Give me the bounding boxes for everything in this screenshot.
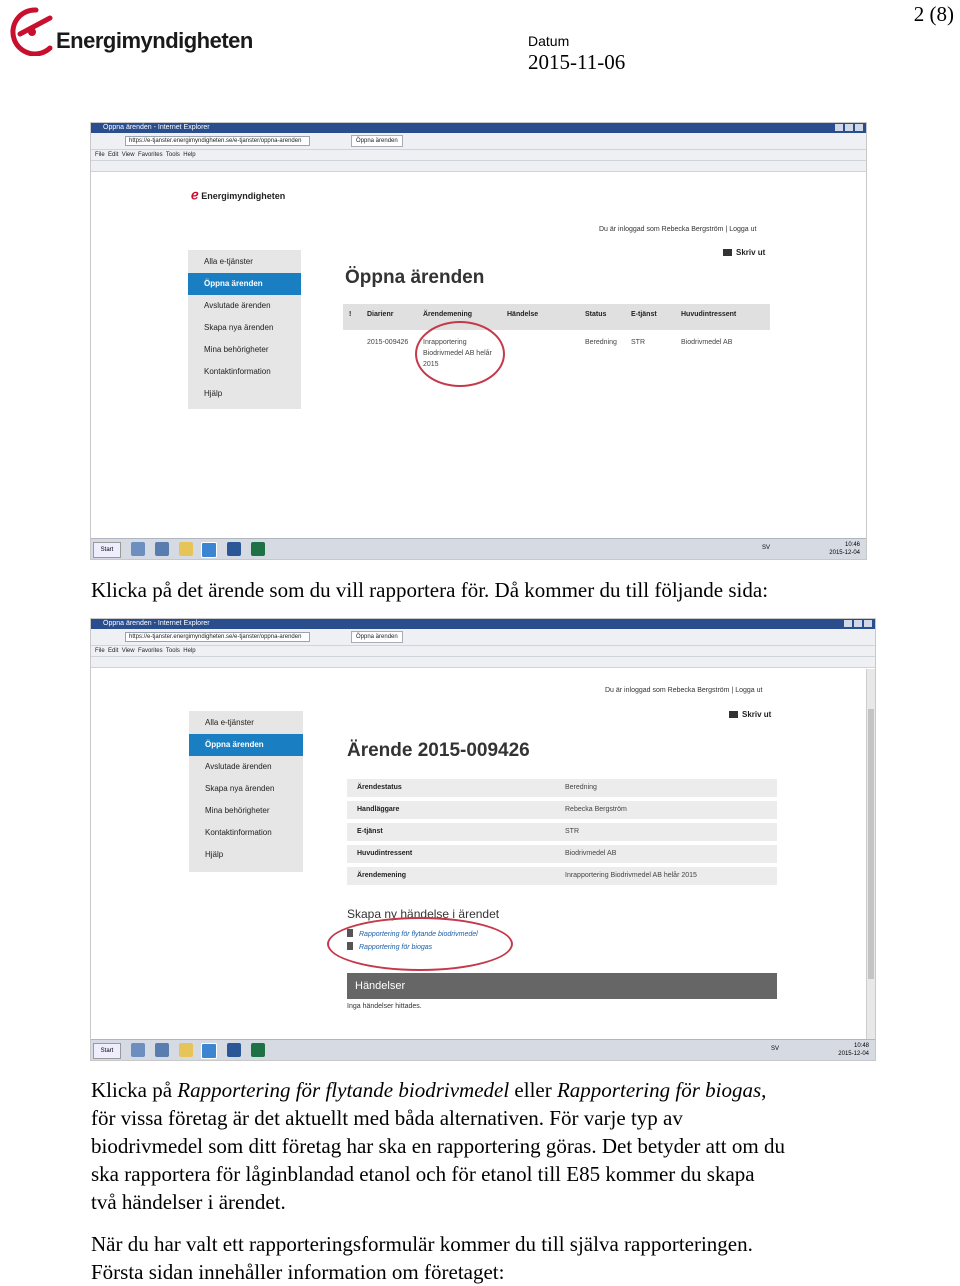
browser-address-bar xyxy=(91,629,875,646)
detail-row: Handläggare Rebecka Bergström xyxy=(347,801,777,819)
start-button[interactable]: Start xyxy=(93,1043,121,1059)
col-status[interactable]: Status xyxy=(585,311,607,318)
windows-taskbar xyxy=(91,538,866,559)
col-diarienr[interactable]: Diarienr xyxy=(367,311,394,318)
paragraph-line: biodrivmedel som ditt företag har ska en rapportering göras. Det betyder att om du xyxy=(91,1134,785,1158)
browser-title-bar xyxy=(91,123,866,133)
print-link[interactable]: Skriv ut xyxy=(729,710,771,719)
menu-file[interactable]: File xyxy=(95,648,105,654)
language-indicator[interactable]: SV xyxy=(770,1046,779,1052)
detail-row: E-tjänst STR xyxy=(347,823,777,841)
sidebar-item-skapa-nya-arenden[interactable]: Skapa nya ärenden xyxy=(205,784,275,793)
sidebar-nav xyxy=(189,711,303,872)
sidebar-item-hjalp[interactable]: Hjälp xyxy=(205,850,224,859)
table-header xyxy=(343,304,770,330)
clock-date: 2015-12-04 xyxy=(838,1051,869,1057)
internet-explorer-icon[interactable] xyxy=(201,1043,217,1059)
taskbar-app-icon[interactable] xyxy=(155,542,169,556)
clock-date: 2015-12-04 xyxy=(829,550,860,556)
logo-text: Energimyndigheten xyxy=(56,28,253,53)
sidebar-item-kontaktinformation[interactable]: Kontaktinformation xyxy=(204,367,271,376)
window-title: Öppna ärenden - Internet Explorer xyxy=(103,124,210,131)
browser-tab[interactable]: Öppna ärenden xyxy=(351,135,403,147)
col-flag[interactable]: ! xyxy=(349,311,352,318)
browser-menu-bar xyxy=(91,150,866,161)
scrollbar-thumb[interactable] xyxy=(868,709,874,979)
case-details-list xyxy=(347,779,777,887)
browser-command-bar xyxy=(91,161,866,172)
highlight-circle xyxy=(327,917,513,971)
internet-explorer-icon[interactable] xyxy=(201,542,217,558)
start-button[interactable]: Start xyxy=(93,542,121,558)
excel-icon[interactable] xyxy=(251,542,265,556)
screenshot-case-detail xyxy=(90,618,876,1061)
sidebar-item-avslutade-arenden[interactable]: Avslutade ärenden xyxy=(204,301,271,310)
italic-option-biogas: Rapportering för biogas xyxy=(556,1078,762,1102)
highlight-circle xyxy=(415,321,505,387)
clock-time: 10:48 xyxy=(853,1043,869,1049)
taskbar-app-icon[interactable] xyxy=(155,1043,169,1057)
windows-taskbar xyxy=(91,1039,875,1060)
menu-help[interactable]: Help xyxy=(183,152,196,158)
page-scrollbar[interactable] xyxy=(866,669,875,1039)
cell-status: Beredning xyxy=(585,339,617,346)
system-tray xyxy=(770,1042,869,1058)
menu-view[interactable]: View xyxy=(121,152,135,158)
menu-view[interactable]: View xyxy=(121,648,135,654)
address-input[interactable]: https://e-tjanster.energimyndigheten.se/e-tjanster/oppna-arenden xyxy=(125,632,310,642)
table-row[interactable] xyxy=(343,337,770,377)
print-link[interactable]: Skriv ut xyxy=(723,248,765,257)
paragraph-line: Första sidan innehåller information om företaget: xyxy=(91,1260,505,1284)
instruction-paragraph-1 xyxy=(91,1076,891,1216)
browser-command-bar xyxy=(91,657,875,668)
screenshot-open-cases xyxy=(90,122,867,560)
clock-time: 10:46 xyxy=(844,542,860,548)
cell-diarienr: 2015-009426 xyxy=(367,339,409,346)
logged-in-user[interactable]: Du är inloggad som Rebecka Bergström | Logga ut xyxy=(605,687,763,694)
printer-icon xyxy=(729,711,738,718)
page-number: 2 (8) xyxy=(913,2,954,26)
sidebar-item-skapa-nya-arenden[interactable]: Skapa nya ärenden xyxy=(204,323,274,332)
app-logo: ℯ Energimyndigheten xyxy=(191,187,286,202)
browser-title-bar xyxy=(91,619,875,629)
address-input[interactable]: https://e-tjanster.energimyndigheten.se/e-tjanster/oppna-arenden xyxy=(125,136,310,146)
menu-tools[interactable]: Tools xyxy=(165,648,180,654)
link-flytande-biodrivmedel[interactable]: Rapportering för flytande biodrivmedel xyxy=(347,929,478,938)
col-huvudintressent[interactable]: Huvudintressent xyxy=(681,311,737,318)
col-arendemening[interactable]: Ärendemening xyxy=(423,311,473,318)
date-label: Datum xyxy=(528,33,570,49)
excel-icon[interactable] xyxy=(251,1043,265,1057)
browser-menu-bar xyxy=(91,646,875,657)
window-title: Öppna ärenden - Internet Explorer xyxy=(103,620,210,627)
menu-tools[interactable]: Tools xyxy=(165,152,180,158)
sidebar-item-mina-behorigheter[interactable]: Mina behörigheter xyxy=(204,345,269,354)
italic-option-flytande: Rapportering för flytande biodrivmedel xyxy=(177,1078,510,1102)
col-etjanst[interactable]: E-tjänst xyxy=(631,311,657,318)
menu-file[interactable]: File xyxy=(95,152,105,158)
instruction-paragraph-2 xyxy=(91,1230,891,1286)
folder-icon[interactable] xyxy=(179,542,193,556)
sidebar-item-alla-etjanster[interactable]: Alla e-tjänster xyxy=(204,257,253,266)
paragraph-line: ska rapportera för låginblandad etanol och för etanol till E85 kommer du skapa xyxy=(91,1162,755,1186)
paragraph-line: två händelser i ärendet. xyxy=(91,1190,286,1214)
events-heading: Händelser xyxy=(347,973,777,999)
events-empty-message: Inga händelser hittades. xyxy=(347,1003,422,1010)
col-handelse[interactable]: Händelse xyxy=(507,311,539,318)
browser-tab[interactable]: Öppna ärenden xyxy=(351,631,403,643)
paragraph-line: Klicka på Rapportering för flytande biodrivmedel eller Rapportering för biogas, xyxy=(91,1078,767,1102)
cell-arendemening[interactable]: Inrapportering Biodrivmedel AB helår 2015 xyxy=(423,339,492,368)
menu-help[interactable]: Help xyxy=(183,648,196,654)
app-logo-icon: ℯ xyxy=(191,187,199,202)
sidebar-item-oppna-arenden[interactable]: Öppna ärenden xyxy=(188,273,301,295)
page-title: Ärende 2015-009426 xyxy=(347,740,530,761)
taskbar-app-icon[interactable] xyxy=(131,542,145,556)
sidebar-item-kontaktinformation[interactable]: Kontaktinformation xyxy=(205,828,272,837)
folder-icon[interactable] xyxy=(179,1043,193,1057)
page-title: Öppna ärenden xyxy=(345,267,485,288)
cell-etjanst: STR xyxy=(631,339,645,346)
taskbar-app-icon[interactable] xyxy=(131,1043,145,1057)
printer-icon xyxy=(723,249,732,256)
sidebar-item-avslutade-arenden[interactable]: Avslutade ärenden xyxy=(205,762,272,771)
sidebar-item-mina-behorigheter[interactable]: Mina behörigheter xyxy=(205,806,270,815)
menu-edit[interactable]: Edit xyxy=(108,152,119,158)
logged-in-user[interactable]: Du är inloggad som Rebecka Bergström | Logga ut xyxy=(599,226,757,233)
create-event-heading: Skapa ny händelse i ärendet xyxy=(347,907,500,921)
menu-edit[interactable]: Edit xyxy=(108,648,119,654)
caption-instruction: Klicka på det ärende som du vill rapportera för. Då kommer du till följande sida: xyxy=(91,578,769,602)
date-value: 2015-11-06 xyxy=(528,50,626,74)
language-indicator[interactable]: SV xyxy=(761,545,770,551)
word-icon[interactable] xyxy=(227,1043,241,1057)
sidebar-item-oppna-arenden[interactable]: Öppna ärenden xyxy=(189,734,303,756)
detail-row: Ärendemening Inrapportering Biodrivmedel AB helår 2015 xyxy=(347,867,777,885)
browser-address-bar xyxy=(91,133,866,150)
cell-huvudintressent: Biodrivmedel AB xyxy=(681,339,733,346)
detail-row: Ärendestatus Beredning xyxy=(347,779,777,797)
system-tray xyxy=(761,541,860,557)
menu-favorites[interactable]: Favorites xyxy=(137,648,163,654)
menu-favorites[interactable]: Favorites xyxy=(137,152,163,158)
sidebar-nav xyxy=(188,250,301,409)
paragraph-line: När du har valt ett rapporteringsformulär kommer du till själva rapporteringen. xyxy=(91,1232,753,1256)
sidebar-item-hjalp[interactable]: Hjälp xyxy=(204,389,223,398)
word-icon[interactable] xyxy=(227,542,241,556)
sidebar-item-alla-etjanster[interactable]: Alla e-tjänster xyxy=(205,718,254,727)
link-biogas[interactable]: Rapportering för biogas xyxy=(347,942,432,951)
paragraph-line: för vissa företag är det aktuellt med båda alternativen. För varje typ av xyxy=(91,1106,683,1130)
detail-row: Huvudintressent Biodrivmedel AB xyxy=(347,845,777,863)
